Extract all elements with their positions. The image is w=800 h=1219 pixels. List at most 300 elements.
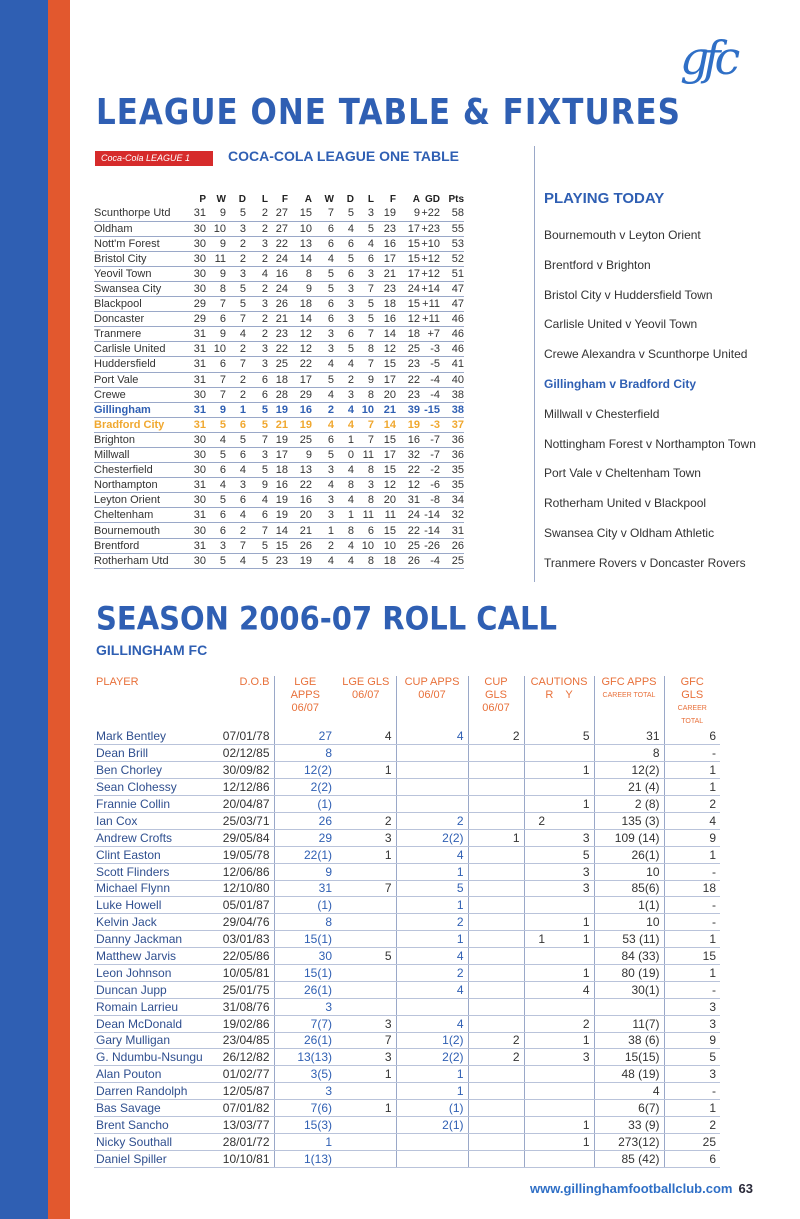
league-cell: 3	[334, 281, 354, 296]
left-blue-stripe	[0, 0, 48, 1219]
dob: 12/10/80	[214, 880, 274, 897]
cup-gls	[468, 1133, 524, 1150]
cup-apps: 2	[396, 914, 468, 931]
lge-gls: 3	[336, 829, 396, 846]
league-row	[94, 508, 464, 523]
cup-apps: 1	[396, 863, 468, 880]
league-cell: 3	[334, 297, 354, 312]
lge-gls	[336, 931, 396, 948]
league-header-cell: F	[389, 193, 396, 205]
league-cell: 23	[268, 553, 288, 568]
left-red-stripe	[48, 0, 70, 1219]
cup-apps: 2	[396, 812, 468, 829]
team-name: Tranmere	[94, 327, 186, 342]
lge-apps: 3(5)	[274, 1066, 336, 1083]
league-table	[94, 192, 464, 569]
league-cell: 5	[354, 297, 374, 312]
gfc-apps: 85(6)	[594, 880, 664, 897]
league-cell: +10	[421, 237, 440, 250]
league-cell: 5	[246, 402, 268, 417]
gfc-apps: 1(1)	[594, 897, 664, 914]
league-cell: 19	[268, 402, 288, 417]
league-cell: 18	[268, 463, 288, 478]
dob: 01/02/77	[214, 1066, 274, 1083]
league-row	[94, 236, 464, 251]
lge-apps: 1(13)	[274, 1150, 336, 1167]
league-cell: 1	[312, 523, 334, 538]
roll-call-title: SEASON 2006-07 ROLL CALL	[96, 600, 557, 638]
dob: 07/01/82	[214, 1100, 274, 1117]
player-name: Alan Pouton	[94, 1066, 214, 1083]
league-cell: 19	[288, 417, 312, 432]
cautions-red	[524, 1100, 559, 1117]
league-cell: 9	[206, 206, 226, 221]
roll-call-row	[94, 1066, 720, 1083]
league-cell: 7	[246, 432, 268, 447]
cup-gls	[468, 863, 524, 880]
league-cell: 27	[268, 206, 288, 221]
league-cell: -26	[420, 538, 440, 553]
lge-apps: 3	[274, 998, 336, 1015]
league-cell: -7	[420, 432, 440, 447]
league-cell: 6	[334, 266, 354, 281]
league-row	[94, 493, 464, 508]
league-cell: 2	[334, 372, 354, 387]
cup-apps	[396, 745, 468, 762]
gfc-apps: 273(12)	[594, 1133, 664, 1150]
gfc-apps: 33 (9)	[594, 1116, 664, 1133]
league-cell: 4	[312, 357, 334, 372]
league-cell: 13	[288, 236, 312, 251]
league-cell: 52	[440, 251, 464, 266]
league-cell: 34	[440, 493, 464, 508]
dob: 28/01/72	[214, 1133, 274, 1150]
roll-call-row	[94, 812, 720, 829]
league-cell: 9	[396, 206, 420, 221]
cup-apps	[396, 779, 468, 796]
league-cell: 7	[354, 327, 374, 342]
team-name: Gillingham	[94, 402, 186, 417]
league-cell: 2	[226, 523, 246, 538]
player-name: Kelvin Jack	[94, 914, 214, 931]
league-cell: 6	[312, 297, 334, 312]
lge-apps: 22(1)	[274, 846, 336, 863]
cautions-red: 1	[524, 931, 559, 948]
league-cell: 12	[288, 342, 312, 357]
gfc-gls: 3	[664, 1015, 720, 1032]
league-cell: 2	[226, 372, 246, 387]
league-cell: 21	[288, 523, 312, 538]
dob: 22/05/86	[214, 948, 274, 965]
roll-call-row	[94, 998, 720, 1015]
player-name: Brent Sancho	[94, 1116, 214, 1133]
league-cell: 18	[374, 297, 396, 312]
league-cell: 25	[268, 357, 288, 372]
cautions-red	[524, 762, 559, 779]
league-cell: 32	[440, 508, 464, 523]
page-title: LEAGUE ONE TABLE & FIXTURES	[96, 92, 681, 134]
lge-gls	[336, 779, 396, 796]
cautions-yellow	[559, 948, 594, 965]
cup-apps: 5	[396, 880, 468, 897]
cautions-red	[524, 880, 559, 897]
lge-gls: 3	[336, 1015, 396, 1032]
league-cell: 21	[268, 312, 288, 327]
lge-gls	[336, 981, 396, 998]
league-cell: 8	[334, 478, 354, 493]
league-row	[94, 417, 464, 432]
league-table-title: COCA-COLA LEAGUE ONE TABLE	[228, 148, 459, 164]
dob: 12/05/87	[214, 1083, 274, 1100]
league-cell: 20	[374, 493, 396, 508]
gfc-apps: 15(15)	[594, 1049, 664, 1066]
league-cell: 31	[186, 538, 206, 553]
league-row	[94, 372, 464, 387]
league-cell: 7	[206, 372, 226, 387]
cautions-red	[524, 948, 559, 965]
league-cell: 30	[186, 523, 206, 538]
league-row	[94, 448, 464, 463]
league-cell: 4	[206, 432, 226, 447]
gfc-apps: 4	[594, 1083, 664, 1100]
lge-gls	[336, 745, 396, 762]
gfc-apps: 53 (11)	[594, 931, 664, 948]
league-cell: 14	[374, 327, 396, 342]
league-cell: +23	[421, 222, 440, 235]
fixture-item: Brentford v Brighton	[544, 257, 651, 272]
cup-apps: 1	[396, 1066, 468, 1083]
roll-call-row	[94, 1116, 720, 1133]
gfc-apps: 38 (6)	[594, 1032, 664, 1049]
league-cell: 7	[226, 538, 246, 553]
cautions-red	[524, 981, 559, 998]
league-cell: 24	[268, 251, 288, 266]
lge-gls: 1	[336, 762, 396, 779]
league-cell: 31	[396, 493, 420, 508]
gfc-gls: -	[664, 745, 720, 762]
team-name: Huddersfield	[94, 357, 186, 372]
league-cell: 20	[288, 508, 312, 523]
lge-gls	[336, 998, 396, 1015]
lge-gls: 7	[336, 880, 396, 897]
gfc-gls: 5	[664, 1049, 720, 1066]
league-cell: 17	[288, 372, 312, 387]
league-cell: 2	[312, 402, 334, 417]
team-name: Crewe	[94, 387, 186, 402]
cautions-red	[524, 998, 559, 1015]
league-cell: 2	[226, 387, 246, 402]
league-cell: 4	[334, 357, 354, 372]
league-cell: 29	[288, 387, 312, 402]
footer-url[interactable]: www.gillinghamfootballclub.com	[530, 1181, 733, 1196]
league-cell: -4	[420, 553, 440, 568]
gfc-gls: 2	[664, 796, 720, 813]
cautions-yellow: 1	[559, 1116, 594, 1133]
league-cell: 24	[268, 281, 288, 296]
gfc-gls: 1	[664, 779, 720, 796]
cautions-red	[524, 964, 559, 981]
cup-gls	[468, 1015, 524, 1032]
roll-call-row	[94, 1032, 720, 1049]
league-cell: 23	[374, 281, 396, 296]
team-name: Bristol City	[94, 251, 186, 266]
fixtures-list	[544, 228, 756, 586]
league-header-cell: Pts	[448, 193, 464, 205]
lge-gls	[336, 796, 396, 813]
gfc-apps: 10	[594, 863, 664, 880]
league-cell: 16	[288, 493, 312, 508]
gfc-gls: -	[664, 1083, 720, 1100]
fixture-item: Nottingham Forest v Northampton Town	[544, 436, 756, 451]
dob: 30/09/82	[214, 762, 274, 779]
league-cell: 3	[246, 342, 268, 357]
league-row	[94, 387, 464, 402]
league-cell: 30	[186, 281, 206, 296]
league-row	[94, 357, 464, 372]
league-cell: 6	[312, 221, 334, 236]
league-cell: 31	[186, 402, 206, 417]
league-cell: 6	[312, 312, 334, 327]
dob: 13/03/77	[214, 1116, 274, 1133]
league-cell: 6	[354, 251, 374, 266]
league-cell: 22	[396, 463, 420, 478]
gfc-gls: 15	[664, 948, 720, 965]
cup-apps: 2(2)	[396, 1049, 468, 1066]
league-cell: 6	[354, 523, 374, 538]
player-name: Ben Chorley	[94, 762, 214, 779]
league-cell: 8	[288, 266, 312, 281]
dob: 19/02/86	[214, 1015, 274, 1032]
dob: 03/01/83	[214, 931, 274, 948]
league-cell: 3	[246, 357, 268, 372]
lge-apps: 12(2)	[274, 762, 336, 779]
league-row	[94, 206, 464, 221]
league-cell: 16	[396, 432, 420, 447]
cup-gls	[468, 796, 524, 813]
league-cell: 26	[268, 297, 288, 312]
league-cell: 5	[354, 312, 374, 327]
league-cell: 4	[354, 236, 374, 251]
cup-apps: 4	[396, 846, 468, 863]
cautions-yellow: 5	[559, 728, 594, 745]
league-cell: 26	[396, 553, 420, 568]
league-row	[94, 266, 464, 281]
league-cell: 8	[354, 553, 374, 568]
gfc-logo: gfc	[680, 31, 735, 85]
league-cell: 7	[354, 417, 374, 432]
league-cell: 5	[226, 432, 246, 447]
lge-apps: 29	[274, 829, 336, 846]
fixture-item: Bristol City v Huddersfield Town	[544, 287, 713, 302]
league-cell: 4	[334, 493, 354, 508]
lge-gls	[336, 863, 396, 880]
cautions-yellow	[559, 1066, 594, 1083]
league-cell: 23	[396, 357, 420, 372]
league-cell: 9	[206, 266, 226, 281]
league-header-cell: D	[346, 193, 354, 205]
league-cell: 27	[268, 221, 288, 236]
league-cell: 3	[354, 266, 374, 281]
league-cell: 46	[440, 327, 464, 342]
gfc-gls: 2	[664, 1116, 720, 1133]
league-cell: 16	[268, 478, 288, 493]
league-cell: 37	[440, 417, 464, 432]
gfc-apps: 11(7)	[594, 1015, 664, 1032]
league-cell: 31	[186, 478, 206, 493]
league-cell: 5	[312, 281, 334, 296]
team-name: Brentford	[94, 538, 186, 553]
league-header-cell: A	[304, 193, 312, 205]
league-cell: 5	[226, 206, 246, 221]
league-cell: 15	[396, 251, 420, 266]
player-name: Sean Clohessy	[94, 779, 214, 796]
lge-gls: 5	[336, 948, 396, 965]
league-cell: 41	[440, 357, 464, 372]
player-name: Clint Easton	[94, 846, 214, 863]
league-cell: 5	[354, 221, 374, 236]
league-cell: 4	[334, 463, 354, 478]
lge-gls	[336, 1150, 396, 1167]
fixture-item: Crewe Alexandra v Scunthorpe United	[544, 347, 748, 362]
league-cell: 1	[334, 508, 354, 523]
league-cell: 8	[354, 463, 374, 478]
league-cell: 23	[374, 221, 396, 236]
cautions-red	[524, 1066, 559, 1083]
league-cell: 5	[226, 297, 246, 312]
gfc-gls: 1	[664, 762, 720, 779]
lge-apps: (1)	[274, 897, 336, 914]
team-name: Swansea City	[94, 281, 186, 296]
team-name: Yeovil Town	[94, 266, 186, 281]
league-row	[94, 342, 464, 357]
lge-apps: 26	[274, 812, 336, 829]
cup-gls: 2	[468, 1049, 524, 1066]
gfc-apps: 8	[594, 745, 664, 762]
cautions-yellow: 2	[559, 1015, 594, 1032]
cautions-red	[524, 1150, 559, 1167]
league-cell: 39	[396, 402, 420, 417]
league-cell: 10	[354, 538, 374, 553]
league-cell: 18	[268, 372, 288, 387]
dob: 12/06/86	[214, 863, 274, 880]
league-cell: 6	[206, 312, 226, 327]
league-cell: +12	[421, 252, 440, 265]
league-cell: 5	[206, 448, 226, 463]
league-row	[94, 281, 464, 296]
cup-gls: 1	[468, 829, 524, 846]
cup-gls	[468, 931, 524, 948]
league-cell: 6	[206, 357, 226, 372]
gfc-gls: 3	[664, 1066, 720, 1083]
league-cell: 11	[374, 508, 396, 523]
league-cell: 5	[246, 463, 268, 478]
league-cell: 19	[268, 432, 288, 447]
roll-call-row	[94, 914, 720, 931]
fixture-item: Bournemouth v Leyton Orient	[544, 228, 701, 242]
league-cell: 12	[374, 478, 396, 493]
league-cell: 22	[268, 342, 288, 357]
league-cell: 16	[374, 236, 396, 251]
league-cell: 5	[206, 493, 226, 508]
cup-gls	[468, 897, 524, 914]
gfc-apps: 31	[594, 728, 664, 745]
league-cell: 4	[334, 538, 354, 553]
league-cell: 11	[354, 448, 374, 463]
league-cell: 32	[396, 448, 420, 463]
cup-apps: 1(2)	[396, 1032, 468, 1049]
dob: 05/01/87	[214, 897, 274, 914]
roll-call-row	[94, 796, 720, 813]
league-cell: 25	[396, 538, 420, 553]
coca-cola-league-logo: Coca-Cola LEAGUE 1	[95, 151, 213, 166]
league-cell: 30	[186, 432, 206, 447]
league-cell: 17	[396, 266, 420, 281]
league-cell: 30	[186, 251, 206, 266]
league-cell: 2	[226, 342, 246, 357]
cup-gls	[468, 914, 524, 931]
league-cell: -8	[420, 493, 440, 508]
league-cell: 31	[186, 372, 206, 387]
league-cell: 10	[374, 538, 396, 553]
roll-call-row	[94, 829, 720, 846]
gfc-apps: 6(7)	[594, 1100, 664, 1117]
team-name: Scunthorpe Utd	[94, 206, 186, 221]
cautions-yellow: 1	[559, 796, 594, 813]
cautions-red: 2	[524, 812, 559, 829]
cup-gls	[468, 745, 524, 762]
league-cell: 5	[334, 342, 354, 357]
league-cell: 4	[312, 478, 334, 493]
league-cell: 19	[288, 553, 312, 568]
player-name: Nicky Southall	[94, 1133, 214, 1150]
league-cell: 18	[288, 297, 312, 312]
league-cell: 21	[374, 266, 396, 281]
league-header-cell: L	[261, 193, 268, 205]
roll-call-row	[94, 1015, 720, 1032]
league-cell: 14	[288, 251, 312, 266]
league-cell: 15	[396, 297, 420, 312]
league-cell: 4	[246, 266, 268, 281]
cautions-yellow	[559, 745, 594, 762]
league-cell: 4	[334, 221, 354, 236]
roll-call-row	[94, 981, 720, 998]
team-name: Nott'm Forest	[94, 236, 186, 251]
league-cell: 14	[268, 523, 288, 538]
lge-apps: 15(1)	[274, 931, 336, 948]
league-cell: 30	[186, 387, 206, 402]
lge-gls	[336, 914, 396, 931]
league-cell: 5	[226, 281, 246, 296]
league-cell: 5	[312, 448, 334, 463]
league-cell: 17	[374, 251, 396, 266]
league-cell: 30	[186, 236, 206, 251]
league-cell: 4	[334, 553, 354, 568]
league-cell: 15	[288, 206, 312, 221]
player-name: Dean Brill	[94, 745, 214, 762]
team-name: Cheltenham	[94, 508, 186, 523]
league-cell: 36	[440, 432, 464, 447]
league-cell: 8	[354, 387, 374, 402]
league-cell: 46	[440, 312, 464, 327]
gfc-gls: 25	[664, 1133, 720, 1150]
league-cell: 38	[440, 402, 464, 417]
lge-apps: 15(3)	[274, 1116, 336, 1133]
league-cell: 3	[206, 538, 226, 553]
cup-gls	[468, 779, 524, 796]
gfc-apps: 26(1)	[594, 846, 664, 863]
league-cell: 4	[226, 327, 246, 342]
league-cell: 4	[246, 493, 268, 508]
